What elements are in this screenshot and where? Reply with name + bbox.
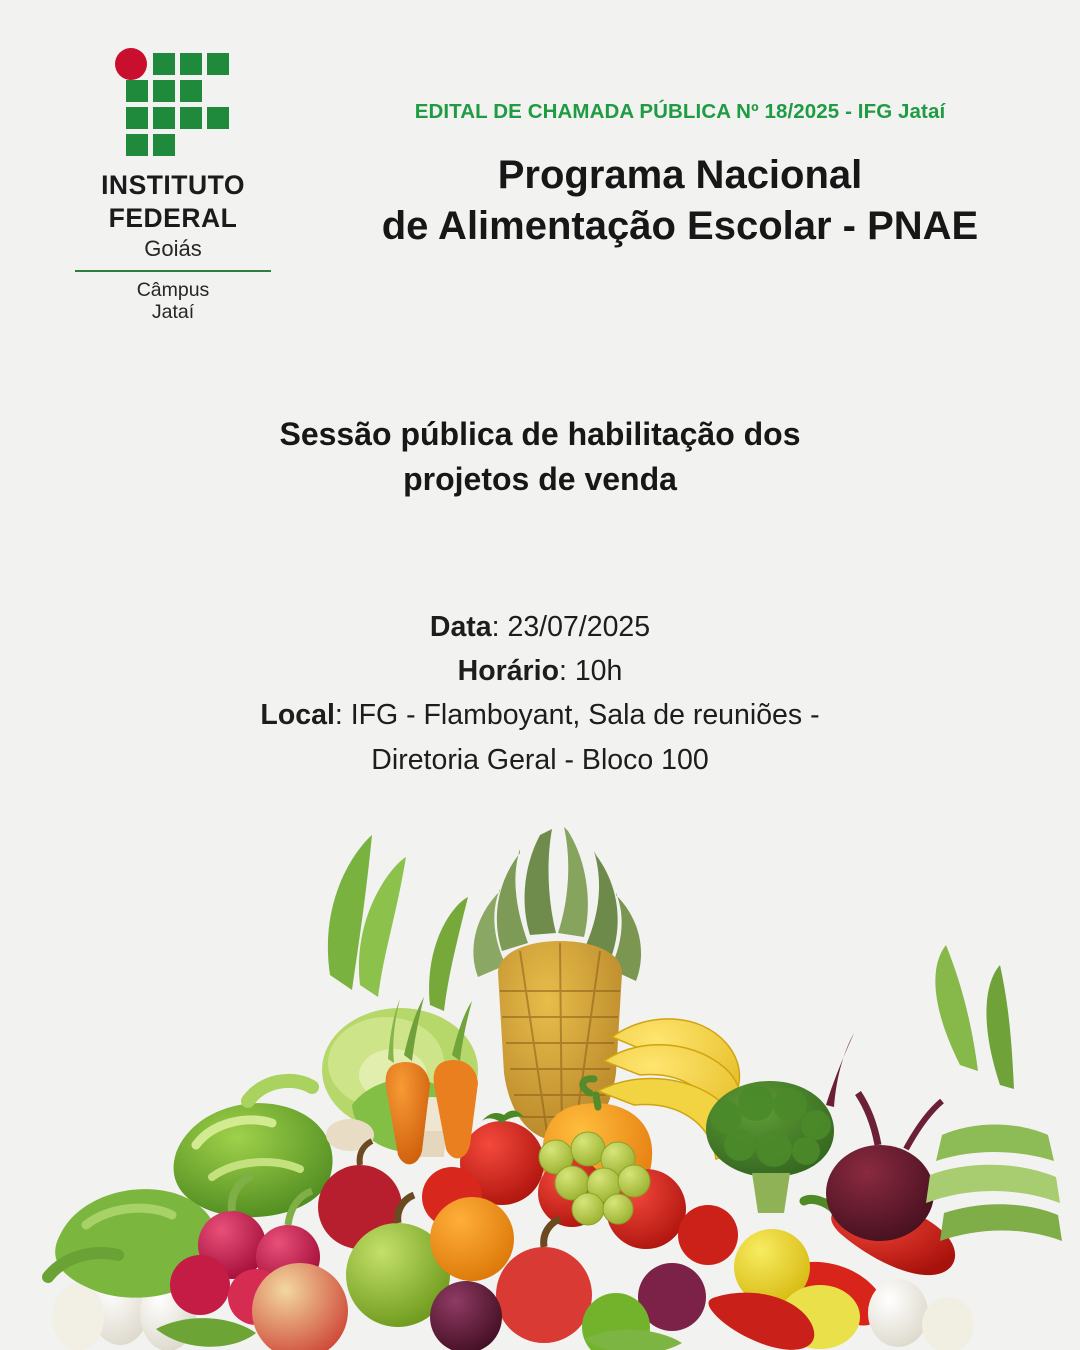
detail-place — [140, 693, 940, 737]
logo-state: Goiás — [144, 236, 202, 262]
detail-time-value: : 10h — [558, 655, 623, 688]
logo-divider — [75, 270, 271, 272]
detail-date-value: : 23/07/2025 — [491, 611, 651, 643]
title-line-1: Programa Nacional — [497, 153, 863, 197]
detail-time — [140, 649, 940, 693]
detail-place-value: : IFG - Flamboyant, Sala de reuniões - — [334, 699, 820, 732]
detail-date — [140, 605, 940, 649]
logo-line1: INSTITUTO — [101, 170, 245, 200]
event-details — [140, 605, 940, 782]
logo-campus-line1: Câmpus — [136, 278, 210, 301]
subtitle-line-1: Sessão pública de habilitação dos — [279, 416, 801, 452]
logo-campus-line2: Jataí — [151, 300, 195, 323]
fruits-and-vegetables-photo — [0, 805, 1080, 1350]
institution-logo-block — [58, 48, 288, 323]
detail-time-label: Horário — [457, 655, 559, 688]
header-texts — [300, 100, 1060, 252]
detail-date-label: Data — [429, 611, 492, 643]
edital-label: EDITAL DE CHAMADA PÚBLICA Nº 18/2025 - IFG Jataí — [414, 100, 946, 123]
title-line-2: de Alimentação Escolar - PNAE — [381, 204, 979, 249]
detail-place-label: Local — [260, 699, 335, 732]
subtitle-line-2: projetos de venda — [403, 461, 677, 498]
session-subtitle — [140, 412, 940, 503]
logo-line2: FEDERAL — [108, 203, 238, 234]
instituto-federal-logo-icon — [113, 48, 233, 166]
poster-header — [0, 0, 1080, 330]
detail-place-line2: Diretoria Geral - Bloco 100 — [371, 743, 709, 776]
